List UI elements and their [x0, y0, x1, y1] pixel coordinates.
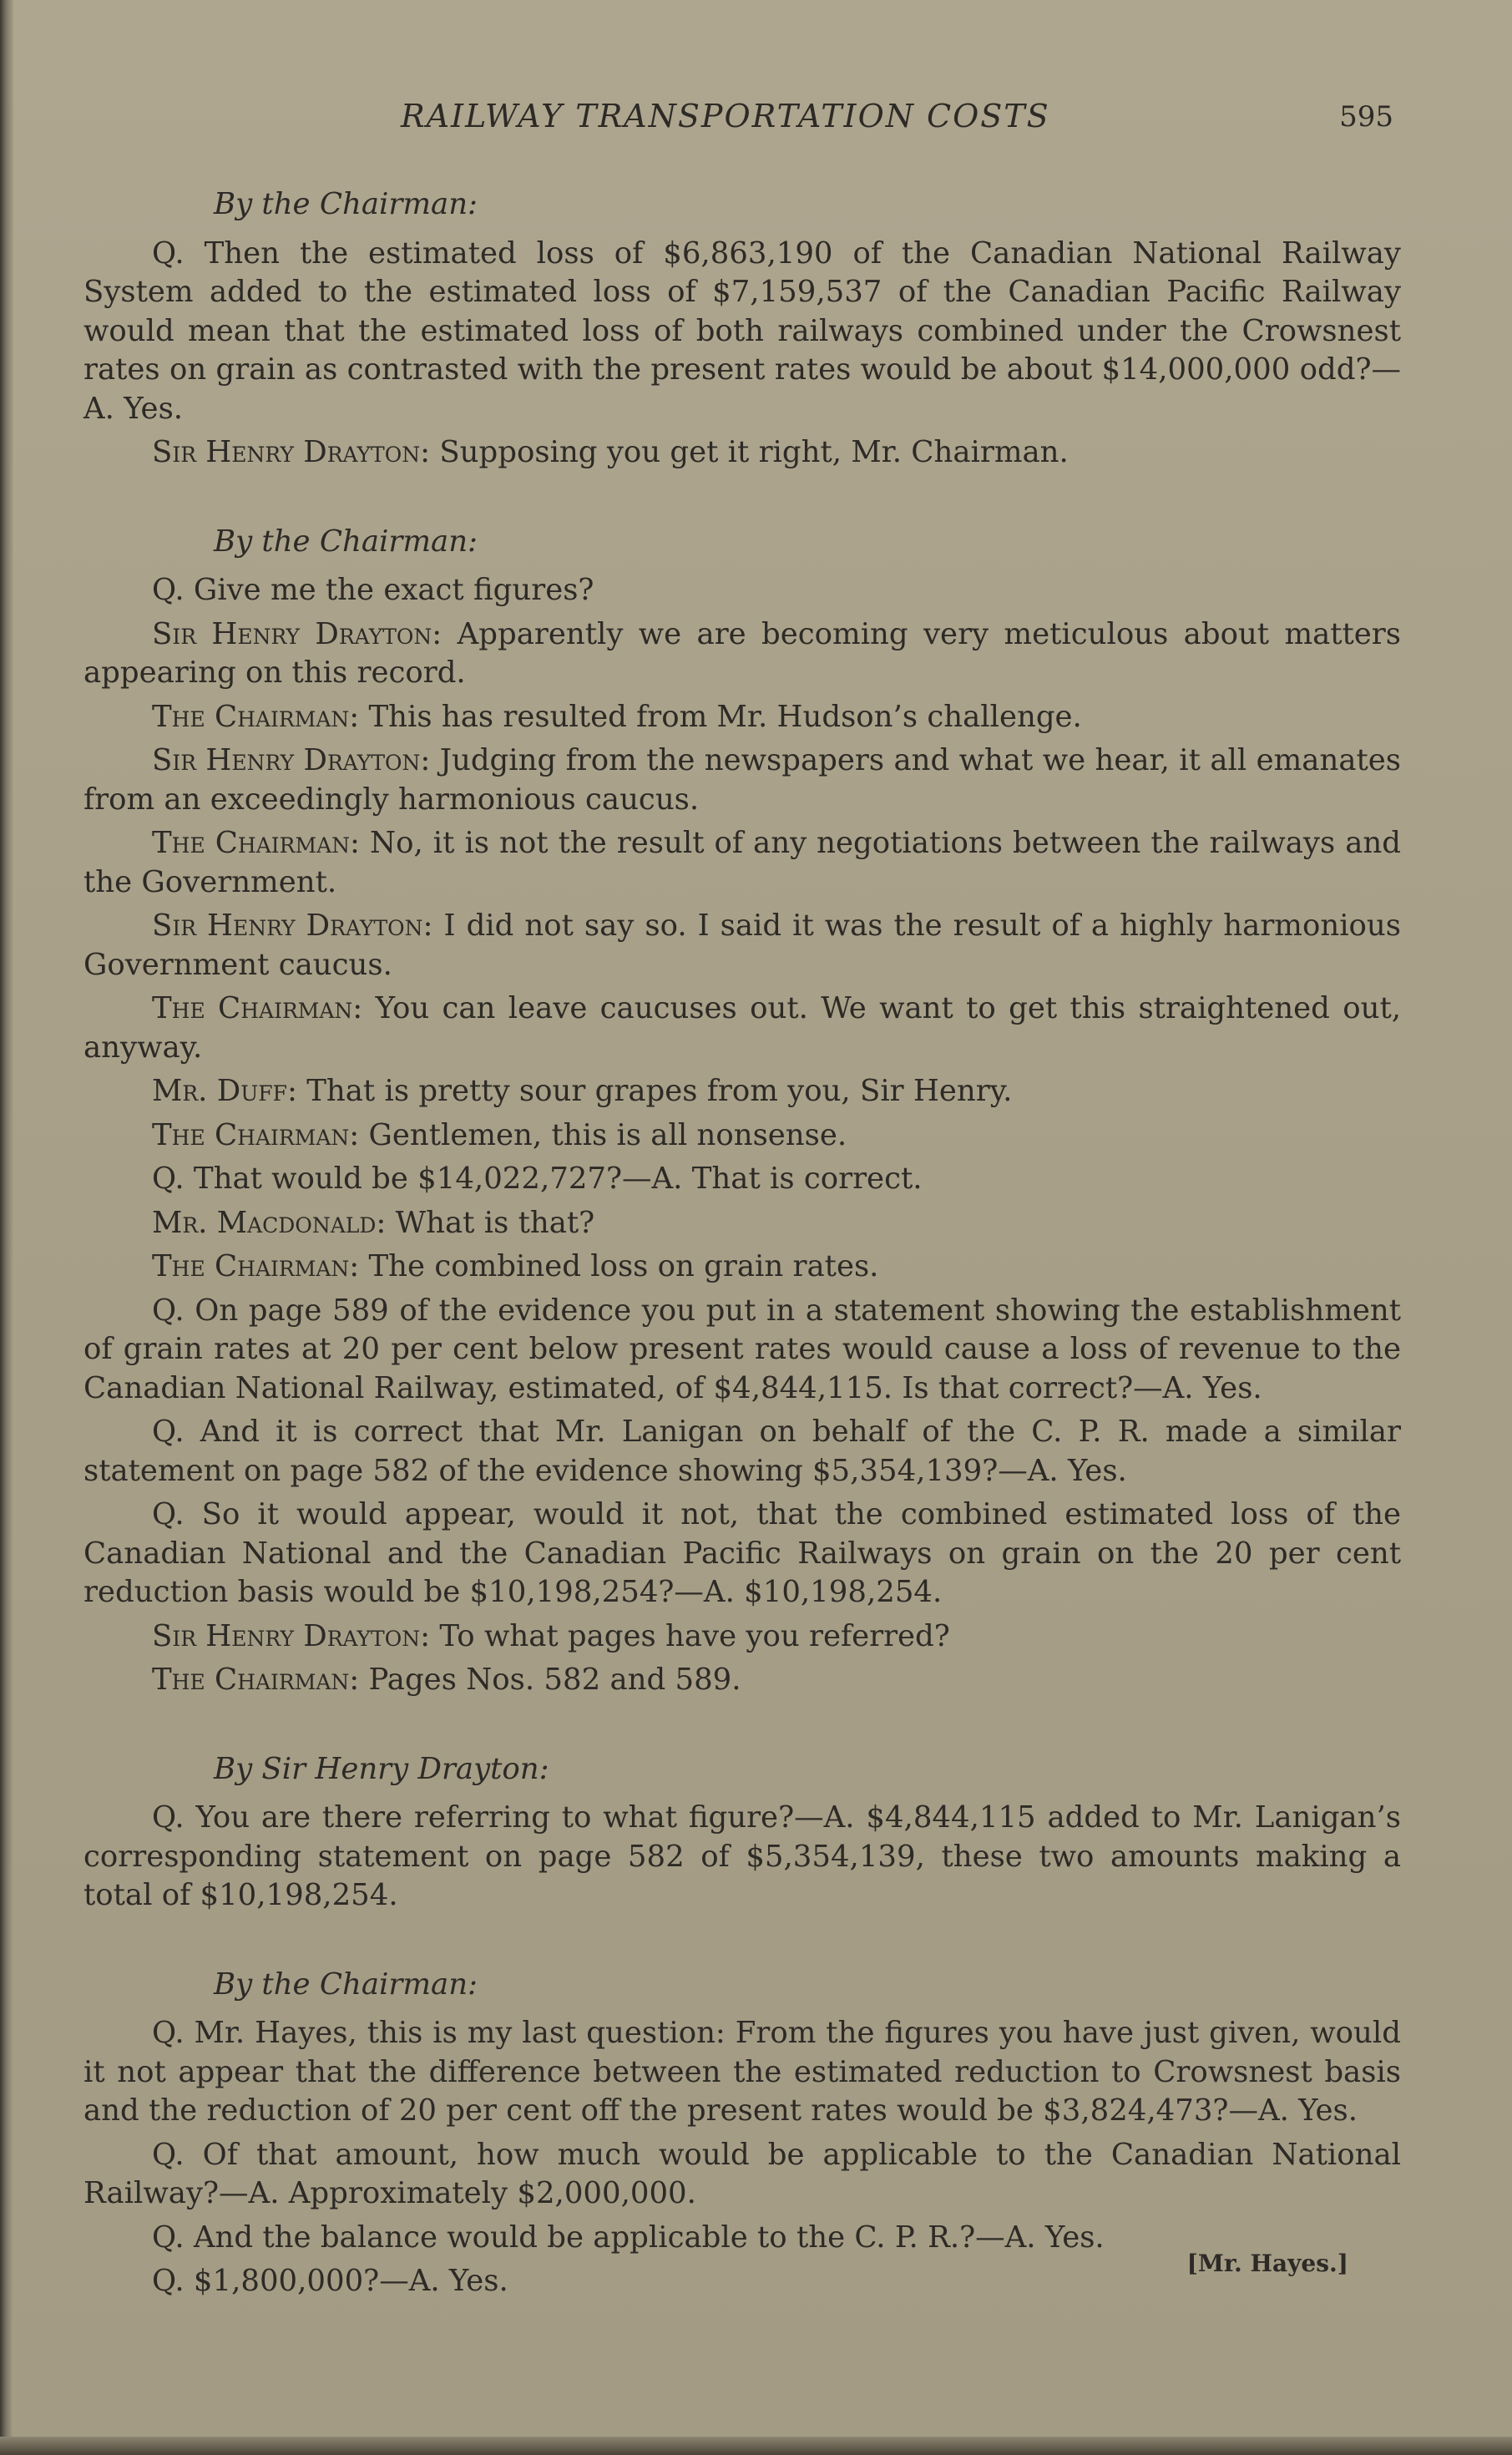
speech-paragraph: [83, 698, 1401, 737]
speech-text: I did not say so. I said it was the result of a highly harmonious Government caucus.: [83, 909, 1401, 982]
question-answer-paragraph: Q. Mr. Hayes, this is my last question: From the figures you have just given, would it not appear that the difference between the estimated reduction to Crowsnest basis and the reduction of 20 per cent off the present rates would be $3,824,473?—A. Yes.: [83, 2016, 1401, 2128]
speaker-name: The Chairman:: [152, 826, 360, 860]
question-answer-paragraph: Q. And the balance would be applicable to the C. P. R.?—A. Yes.: [152, 2220, 1105, 2255]
document-body: [83, 185, 1401, 2306]
speech-text: Gentlemen, this is all nonsense.: [359, 1117, 847, 1152]
speaker-footer: [Mr. Hayes.]: [1186, 2250, 1348, 2277]
speech-text: Pages Nos. 582 and 589.: [359, 1663, 741, 1697]
speech-text: Apparently we are becoming very meticulous about matters appearing on this record.: [83, 616, 1401, 690]
question-answer-paragraph: Q. That would be $14,022,727?—A. That is correct.: [152, 1162, 923, 1196]
speech-text: To what pages have you referred?: [430, 1618, 950, 1653]
speech-paragraph: [83, 824, 1401, 902]
speaker-name: Sir Henry Drayton:: [152, 743, 431, 777]
page-bottom-edge: [0, 2437, 1512, 2455]
speech-text: No, it is not the result of any negotiations between the railways and the Government.: [83, 826, 1401, 899]
speech-paragraph: [83, 742, 1401, 819]
section-heading: By the Chairman:: [214, 187, 478, 221]
speech-text: Judging from the newspapers and what we hear, it all emanates from an exceedingly harmonious caucus.: [83, 743, 1401, 817]
speaker-name: Sir Henry Drayton:: [152, 1618, 431, 1653]
speech-paragraph: [83, 1204, 1401, 1243]
speaker-name: The Chairman:: [152, 1117, 360, 1152]
binding-edge: [0, 0, 13, 2455]
speaker-name: Mr. Macdonald:: [152, 1205, 387, 1240]
speaker-name: Sir Henry Drayton:: [152, 909, 433, 943]
question-answer-paragraph: Q. So it would appear, would it not, that the combined estimated loss of the Canadian National and the Canadian Pacific Railways on grain on the 20 per cent reduction basis would be $10,198,254?—A. $10,198,254.: [83, 1497, 1401, 1609]
speech-paragraph: [83, 433, 1401, 473]
speaker-name: The Chairman:: [152, 1663, 360, 1697]
section-heading: By Sir Henry Drayton:: [214, 1751, 549, 1786]
speech-paragraph: [83, 1661, 1401, 1700]
running-head: RAILWAY TRANSPORTATION COSTS: [401, 98, 1050, 134]
speaker-name: Mr. Duff:: [152, 1074, 297, 1108]
question-answer-paragraph: Q. Give me the exact figures?: [152, 573, 594, 607]
speech-paragraph: [83, 1617, 1401, 1657]
speaker-name: Sir Henry Drayton:: [152, 616, 442, 651]
speech-paragraph: [83, 1116, 1401, 1156]
question-answer-paragraph: Q. You are there referring to what figure?—A. $4,844,115 added to Mr. Lanigan’s corresponding statement on page 582 of $5,354,139, these two amounts making a total of $10,198,254.: [83, 1800, 1401, 1912]
speech-text: What is that?: [386, 1205, 595, 1240]
speech-paragraph: [83, 1072, 1401, 1111]
section-heading: By the Chairman:: [214, 524, 478, 559]
question-answer-paragraph: Q. Then the estimated loss of $6,863,190 of the Canadian National Railway System added to the estimated loss of $7,159,537 of the Canadian Pacific Railway would mean that the estimated loss of both railways combined under the Crowsnest rates on grain as contrasted with the present rates would be about $14,000,000 odd?—A. Yes.: [83, 235, 1401, 426]
section-heading: By the Chairman:: [214, 1967, 478, 2002]
speech-paragraph: [83, 907, 1401, 985]
question-answer-paragraph: Q. On page 589 of the evidence you put in a statement showing the establishment of grain rates at 20 per cent below present rates would cause a loss of revenue to the Canadian National Railway, estimated, of $4,844,115. Is that correct?—A. Yes.: [83, 1293, 1401, 1405]
speech-text: The combined loss on grain rates.: [359, 1249, 879, 1283]
speech-text: That is pretty sour grapes from you, Sir Henry.: [296, 1074, 1013, 1108]
speaker-name: Sir Henry Drayton:: [152, 435, 431, 469]
speaker-name: The Chairman:: [152, 699, 360, 734]
question-answer-paragraph: Q. And it is correct that Mr. Lanigan on behalf of the C. P. R. made a similar statement on page 582 of the evidence showing $5,354,139?—A. Yes.: [83, 1415, 1401, 1488]
speech-paragraph: [83, 615, 1401, 693]
question-answer-paragraph: Q. Of that amount, how much would be applicable to the Canadian National Railway?—A. Approximately $2,000,000.: [83, 2137, 1401, 2210]
speech-text: You can leave caucuses out. We want to get this straightened out, anyway.: [83, 991, 1402, 1065]
speech-paragraph: [83, 990, 1401, 1067]
speech-text: This has resulted from Mr. Hudson’s challenge.: [359, 699, 1082, 734]
question-answer-paragraph: Q. $1,800,000?—A. Yes.: [152, 2264, 508, 2298]
speech-text: Supposing you get it right, Mr. Chairman.: [430, 435, 1069, 469]
speaker-name: The Chairman:: [152, 1249, 360, 1283]
speech-paragraph: [83, 1248, 1401, 1287]
speaker-name: The Chairman:: [152, 991, 363, 1025]
page-number: 595: [1339, 100, 1393, 134]
